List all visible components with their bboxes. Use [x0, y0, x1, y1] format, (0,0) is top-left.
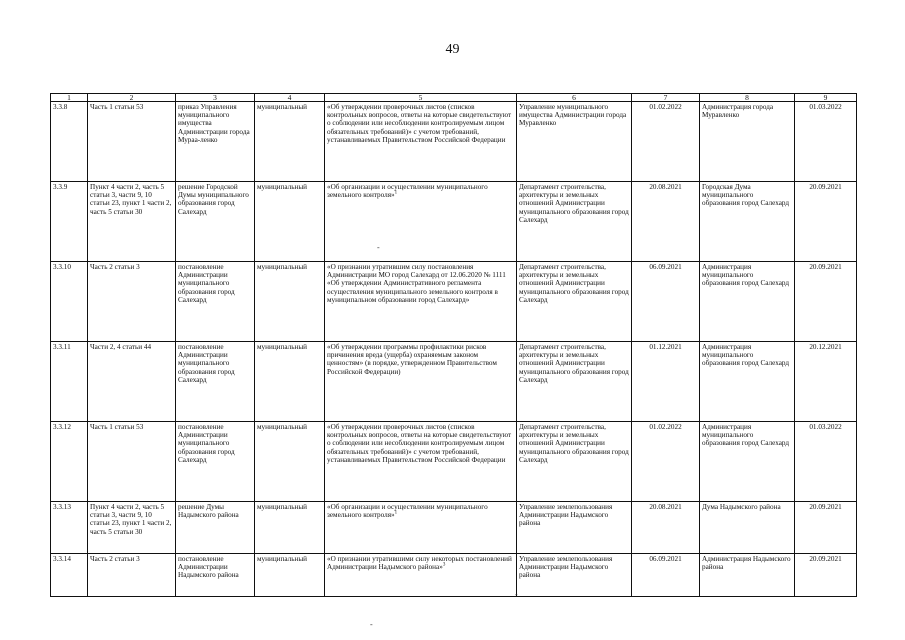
row-date-plan [632, 554, 700, 597]
row-law-part-text: Часть 1 статьи 53 [90, 103, 144, 111]
row-executor-text: Департамент строительства, архитектуры и земельных отношений Администрации муниципального образования город Салехард [519, 343, 629, 384]
row-number-text: 3.3.11 [53, 343, 71, 351]
row-date-deadline-text: 01.03.2022 [809, 423, 842, 431]
row-date-plan [632, 262, 700, 342]
row-executor-text: Департамент строительства, архитектуры и земельных отношений Администрации муниципального образования город Салехард [519, 183, 629, 224]
row-date-deadline [795, 502, 857, 554]
footnote-mark: 1 [394, 510, 398, 516]
row-act-type [176, 422, 255, 502]
row-executor-text: Управление землепользования Администрации Надымского района [519, 503, 613, 528]
row-coexecutor-text: Администрация муниципального образования город Салехард [702, 343, 790, 368]
row-law-part-text: Пункт 4 части 2, часть 5 статьи 3, части 9, 10 статьи 23, пункт 1 части 2, часть 5 статьи 30 [90, 503, 172, 536]
row-date-plan [632, 182, 700, 262]
row-coexecutor [700, 342, 795, 422]
row-act-title [325, 342, 517, 422]
stray-mark: - [515, 590, 518, 599]
col-header-1: 1 [51, 94, 88, 102]
row-date-deadline [795, 182, 857, 262]
row-executor [517, 554, 632, 597]
row-coexecutor [700, 422, 795, 502]
row-level [255, 502, 325, 554]
table-row [51, 554, 857, 597]
row-number [51, 342, 88, 422]
row-date-plan-text: 06.09.2021 [649, 263, 682, 271]
row-level [255, 182, 325, 262]
row-date-deadline [795, 262, 857, 342]
col-header-8: 8 [700, 94, 795, 102]
row-level [255, 262, 325, 342]
row-law-part-text: Части 2, 4 статьи 44 [90, 343, 152, 351]
row-law-part-text: Часть 2 статьи 3 [90, 263, 140, 271]
row-act-type-text: решение Городской Думы муниципального образования город Салехард [178, 183, 249, 216]
row-coexecutor [700, 554, 795, 597]
row-date-plan [632, 422, 700, 502]
row-act-title-text: «Об организации и осуществлении муниципального земельного контроля» [327, 183, 488, 200]
row-level-text: муниципальный [257, 555, 308, 563]
row-act-title [325, 502, 517, 554]
row-level-text: муниципальный [257, 503, 308, 511]
row-number-text: 3.3.14 [53, 555, 71, 563]
row-act-type-text: постановление Администрации Надымского района [178, 555, 239, 580]
row-number-text: 3.3.9 [53, 183, 68, 191]
table-row [51, 422, 857, 502]
row-number-text: 3.3.12 [53, 423, 71, 431]
row-number [51, 102, 88, 182]
row-act-type [176, 342, 255, 422]
row-number-text: 3.3.8 [53, 103, 68, 111]
row-act-title-text: «О признании утратившими силу некоторых постановлений Администрации Надымского района» [327, 555, 512, 572]
row-date-plan-text: 01.02.2022 [649, 423, 682, 431]
row-executor [517, 422, 632, 502]
row-coexecutor-text: Администрация муниципального образования город Салехард [702, 423, 790, 448]
row-date-plan-text: 06.09.2021 [649, 555, 682, 563]
row-date-plan-text: 20.08.2021 [649, 503, 682, 511]
row-law-part [88, 422, 176, 502]
row-act-title [325, 554, 517, 597]
col-header-7: 7 [632, 94, 700, 102]
row-executor-text: Департамент строительства, архитектуры и земельных отношений Администрации муниципального образования город Салехард [519, 263, 629, 304]
row-act-title [325, 182, 517, 262]
row-coexecutor-text: Дума Надымского района [702, 503, 781, 511]
row-act-type-text: постановление Администрации муниципального образования город Салехард [178, 423, 235, 464]
row-act-type [176, 102, 255, 182]
row-executor [517, 182, 632, 262]
row-act-title [325, 102, 517, 182]
row-date-plan-text: 01.12.2021 [649, 343, 682, 351]
row-level-text: муниципальный [257, 183, 308, 191]
row-coexecutor [700, 502, 795, 554]
col-header-3: 3 [176, 94, 255, 102]
row-law-part-text: Пункт 4 части 2, часть 5 статьи 3, части 9, 10 статьи 23, пункт 1 части 2, часть 5 статьи 30 [90, 183, 172, 216]
col-header-9: 9 [795, 94, 857, 102]
row-coexecutor-text: Городская Дума муниципального образования город Салехард [702, 183, 790, 208]
row-date-deadline-text: 20.09.2021 [809, 263, 842, 271]
row-coexecutor [700, 262, 795, 342]
row-level-text: муниципальный [257, 423, 308, 431]
row-act-title-text: «Об утверждении проверочных листов (списков контрольных вопросов, ответы на которые свидетельствуют о соблюдении или несоблюдении контролируемым лицом обязательных требований)» с учетом требований, устанавливаемых Правительством Российской Федерации [327, 423, 512, 464]
row-executor-text: Департамент строительства, архитектуры и земельных отношений Администрации муниципального образования город Салехард [519, 423, 629, 464]
row-level-text: муниципальный [257, 343, 308, 351]
row-date-deadline [795, 554, 857, 597]
row-act-title-text: «Об организации и осуществлении муниципального земельного контроля» [327, 503, 488, 520]
row-date-deadline [795, 102, 857, 182]
row-law-part-text: Часть 1 статьи 53 [90, 423, 144, 431]
row-executor [517, 502, 632, 554]
row-act-type [176, 502, 255, 554]
row-executor [517, 342, 632, 422]
row-level [255, 554, 325, 597]
legislation-table [50, 93, 857, 597]
row-executor-text: Управление муниципального имущества Администрации города Муравленко [519, 103, 627, 128]
row-number-text: 3.3.13 [53, 503, 71, 511]
row-date-deadline-text: 20.12.2021 [809, 343, 842, 351]
row-law-part [88, 182, 176, 262]
row-date-plan-text: 20.08.2021 [649, 183, 682, 191]
row-act-title-text: «Об утверждении проверочных листов (списков контрольных вопросов, ответы на которые свидетельствуют о соблюдении или несоблюдении контролируемым лицом обязательных требований)» с учетом требований, устанавливаемых Правительством Российской Федерации [327, 103, 512, 144]
row-law-part [88, 102, 176, 182]
row-coexecutor [700, 182, 795, 262]
row-law-part [88, 554, 176, 597]
row-executor-text: Управление землепользования Администрации Надымского района [519, 555, 613, 580]
row-act-type-text: решение Думы Надымского района [178, 503, 239, 520]
row-level [255, 102, 325, 182]
col-header-5: 5 [325, 94, 517, 102]
table-row [51, 502, 857, 554]
row-law-part-text: Часть 2 статьи 3 [90, 555, 140, 563]
header-row [51, 94, 857, 102]
row-law-part [88, 502, 176, 554]
row-number [51, 262, 88, 342]
row-act-type-text: приказ Управления муниципального имущества Администрации города Мураа-ленко [178, 103, 250, 144]
row-coexecutor-text: Администрация города Муравленко [702, 103, 774, 120]
row-coexecutor-text: Администрация Надымского района [702, 555, 791, 572]
row-date-deadline [795, 422, 857, 502]
row-executor [517, 262, 632, 342]
table-row [51, 262, 857, 342]
row-act-type-text: постановление Администрации муниципального образования город Салехард [178, 343, 235, 384]
row-act-title [325, 422, 517, 502]
row-date-deadline-text: 20.09.2021 [809, 503, 842, 511]
row-law-part [88, 342, 176, 422]
table-row [51, 102, 857, 182]
row-coexecutor [700, 102, 795, 182]
table-row [51, 182, 857, 262]
row-level [255, 422, 325, 502]
row-date-deadline-text: 20.09.2021 [809, 555, 842, 563]
row-date-deadline-text: 20.09.2021 [809, 183, 842, 191]
row-level-text: муниципальный [257, 103, 308, 111]
row-executor [517, 102, 632, 182]
row-act-type [176, 554, 255, 597]
row-coexecutor-text: Администрация муниципального образования город Салехард [702, 263, 790, 288]
row-number [51, 182, 88, 262]
row-law-part [88, 262, 176, 342]
row-act-title-text: «О признании утратившим силу постановления Администрации МО город Салехард от 12.06.2020 № 1111 «Об утверждении Административного регламента осуществления муниципального земельного контроля в муниципальном образовании город Салехард» [327, 263, 506, 304]
row-act-type [176, 182, 255, 262]
row-date-plan [632, 102, 700, 182]
row-act-type [176, 262, 255, 342]
col-header-4: 4 [255, 94, 325, 102]
row-act-title-text: «Об утверждении программы профилактики рисков причинения вреда (ущерба) охраняемым законом ценностям» (в порядке, утвержденном Правительством Российской Федерации) [327, 343, 497, 376]
row-number-text: 3.3.10 [53, 263, 71, 271]
row-date-plan-text: 01.02.2022 [649, 103, 682, 111]
stray-mark: - [377, 243, 380, 252]
page-number: 49 [445, 42, 460, 57]
table-row [51, 342, 857, 422]
row-level [255, 342, 325, 422]
row-level-text: муниципальный [257, 263, 308, 271]
row-act-type-text: постановление Администрации муниципального образования город Салехард [178, 263, 235, 304]
row-date-plan [632, 502, 700, 554]
row-date-deadline [795, 342, 857, 422]
row-act-title [325, 262, 517, 342]
stray-mark: - [370, 620, 373, 629]
row-number [51, 422, 88, 502]
row-date-deadline-text: 01.03.2022 [809, 103, 842, 111]
footnote-mark: 1 [394, 190, 398, 196]
col-header-6: 6 [517, 94, 632, 102]
row-date-plan [632, 342, 700, 422]
footnote-mark: 3 [442, 562, 446, 568]
row-number [51, 554, 88, 597]
row-number [51, 502, 88, 554]
col-header-2: 2 [88, 94, 176, 102]
